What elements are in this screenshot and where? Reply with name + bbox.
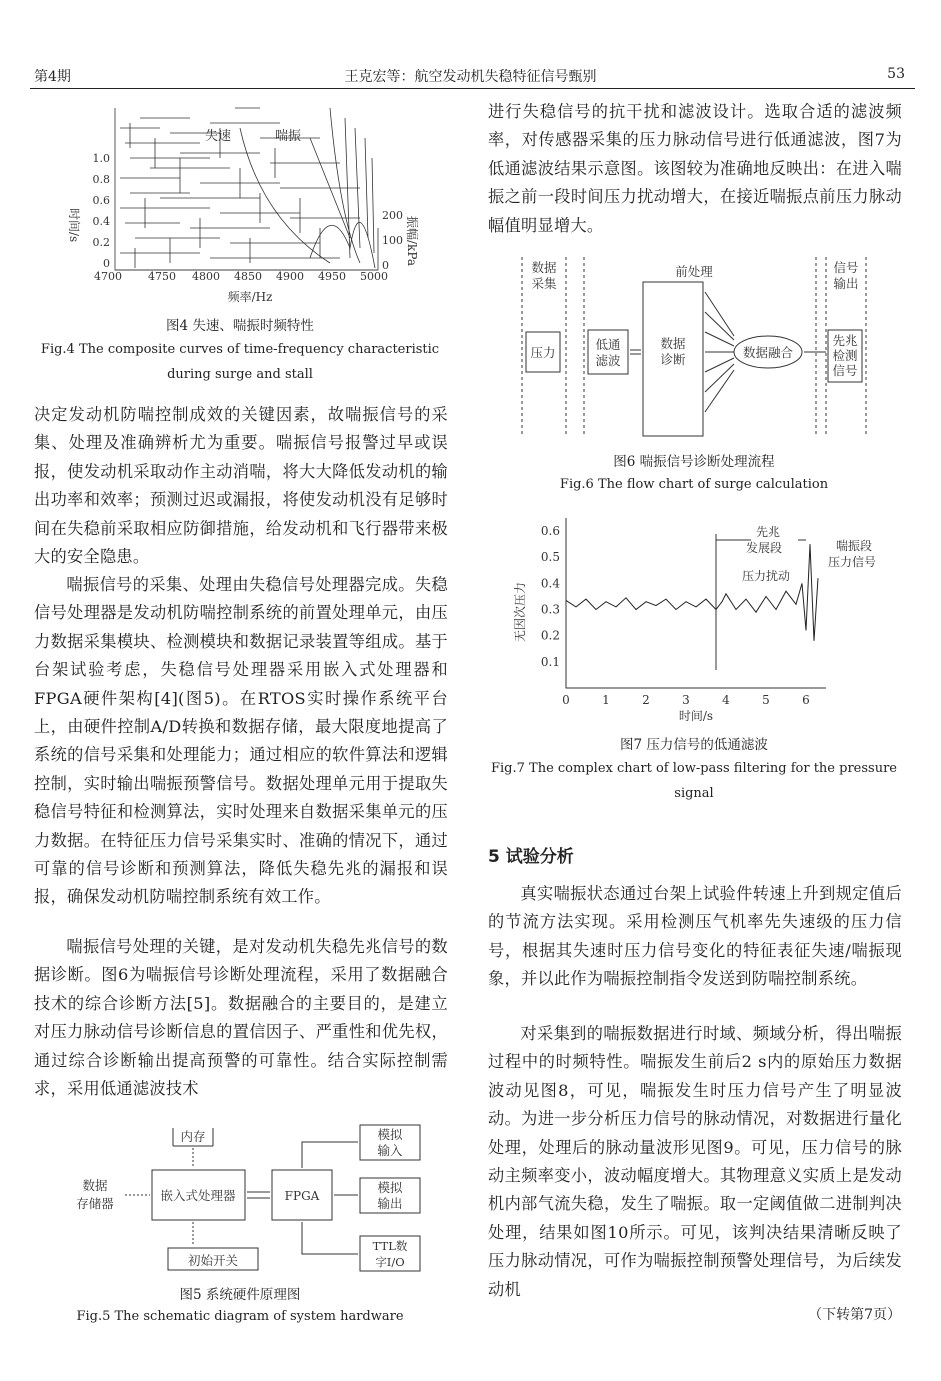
ytick-0.6: 0.6	[92, 194, 110, 207]
figure-6	[516, 252, 876, 442]
mem-label: 内存	[180, 1129, 206, 1144]
ain-label-1: 模拟	[377, 1127, 403, 1142]
fig4-ylabel: 时间/s	[67, 208, 81, 243]
fig7-series-line	[566, 544, 818, 641]
sig-label-1: 先兆	[832, 333, 858, 348]
out-label-2: 输出	[833, 276, 859, 291]
fig7-ytick: 0.4	[540, 576, 560, 591]
figure-4	[60, 98, 440, 308]
fig4-caption-cn: 图4 失速、喘振时频特性	[166, 318, 314, 334]
fig7-xlabel: 时间/s	[678, 709, 714, 723]
fig7-ytick: 0.6	[540, 524, 560, 539]
fig7-caption-en1: Fig.7 The complex chart of low-pass filtering for the pressure	[491, 761, 897, 776]
fig7-ytick: 0.5	[540, 550, 560, 565]
fig6-caption-en: Fig.6 The flow chart of surge calculation	[559, 477, 829, 492]
running-title: 王克宏等：航空发动机失稳特征信号甄别	[344, 69, 597, 85]
ttl-label-2: 字I/O	[375, 1255, 405, 1269]
xtick-4700: 4700	[94, 270, 122, 283]
fpga-label: FPGA	[284, 1189, 320, 1203]
fig7-caption-en2: signal	[674, 786, 714, 801]
label-surge: 喘振	[275, 129, 302, 144]
right-paragraph-1: 真实喘振状态通过台架上试验件转速上升到规定值后的节流方法实现。采用检测压气机率先失速级的压力信号，根据其失速时压力信号变化的特征表征失速/喘振现象，并以此作为喘振控制指令发送到防喘控制系统。	[488, 884, 902, 989]
acq-label-2: 采集	[531, 276, 557, 291]
ann-pre-2: 发展段	[746, 541, 783, 555]
fig7-ytick: 0.2	[540, 628, 560, 643]
fig4-zlabel: 振幅/kPa	[405, 216, 419, 267]
figure-7	[506, 512, 896, 727]
ztick-100: 100	[382, 234, 403, 247]
pre-label: 前处理	[675, 264, 713, 279]
fig7-xtick: 4	[722, 693, 730, 707]
storage-label-2: 存储器	[76, 1196, 114, 1211]
ann-surge-2: 压力信号	[828, 555, 877, 569]
label-stall: 失速	[205, 129, 232, 144]
header-rule	[30, 88, 915, 89]
fig4-xlabel: 频率/Hz	[227, 290, 273, 304]
ztick-200: 200	[382, 209, 403, 222]
ain-label-2: 输入	[377, 1143, 403, 1158]
issue-number: 第4期	[34, 69, 71, 85]
page-number: 53	[887, 66, 905, 82]
acq-label-1: 数据	[531, 260, 557, 275]
out-label-1: 信号	[833, 260, 859, 275]
fig6-caption-cn: 图6 喘振信号诊断处理流程	[613, 454, 775, 470]
ztick-0: 0	[382, 259, 389, 272]
fig5-caption-cn: 图5 系统硬件原理图	[179, 1287, 301, 1303]
ytick-0: 0	[103, 257, 110, 270]
init-label: 初始开关	[187, 1253, 239, 1268]
xtick-4950: 4950	[318, 270, 346, 283]
embedded-label: 嵌入式处理器	[160, 1188, 236, 1203]
right-paragraph-2: 对采集到的喘振数据进行时域、频域分析，得出喘振过程中的时频特性。喘振发生前后2 s内的原始压力数据波动见图8，可见，喘振发生时压力信号产生了明显波动。为进一步分析压力信号的脉动情况，对数据进行量化处理，处理后的脉动量波形见图9。可见，压力信号的脉动主频率变小，波动幅度增大。其物理意义实质上是发动机内部气流失稳，发生了喘振。取一定阈值做二进制判决处理，结果如图10所示。可见，该判决结果清晰反映了压力脉动情况，可作为喘振控制预警处理信号，为后续发动机	[488, 1024, 902, 1299]
ann-surge-1: 喘振段	[836, 539, 873, 553]
ann-dist: 压力扰动	[742, 569, 791, 583]
fig7-caption-cn: 图7 压力信号的低通滤波	[620, 737, 768, 753]
xtick-4850: 4850	[234, 270, 262, 283]
sig-label-3: 信号	[832, 363, 858, 378]
aout-label-2: 输出	[377, 1196, 403, 1211]
fig7-ytick: 0.1	[540, 654, 560, 669]
fig4-caption-en2: during surge and stall	[167, 367, 313, 382]
diag-label-1: 数据	[660, 336, 686, 351]
ytick-0.4: 0.4	[92, 215, 110, 228]
fig7-ytick: 0.3	[540, 602, 560, 617]
fig7-xtick: 3	[682, 693, 690, 707]
right-paragraph-0: 进行失稳信号的抗干扰和滤波设计。选取合适的滤波频率，对传感器采集的压力脉动信号进行低通滤波，图7为低通滤波结果示意图。该图较为准确地反映出：在进入喘振之前一段时间压力扰动增大，在接近喘振点前压力脉动幅值明显增大。	[488, 102, 902, 235]
lpf-label-2: 滤波	[595, 353, 621, 368]
fusion-label: 数据融合	[742, 345, 794, 360]
xtick-4750: 4750	[148, 270, 176, 283]
pressure-label: 压力	[530, 345, 556, 360]
sig-label-2: 检测	[832, 348, 858, 363]
left-paragraph-1: 决定发动机防喘控制成效的关键因素，故喘振信号的采集、处理及准确辨析尤为重要。喘振信号报警过早或误报，使发动机采取动作主动消喘，将大大降低发动机的输出功率和效率；预测过迟或漏报，将使发动机没有足够时间在失稳前采取相应防御措施，给发动机和飞行器带来极大的安全隐患。	[34, 405, 448, 567]
ytick-0.2: 0.2	[92, 236, 110, 249]
storage-label-1: 数据	[82, 1178, 108, 1193]
left-paragraph-2: 喘振信号的采集、处理由失稳信号处理器完成。失稳信号处理器是发动机防喘控制系统的前置处理单元，由压力数据采集模块、检测模块和数据记录装置等组成。基于台架试验考虑，失稳信号处理器采用嵌入式处理器和FPGA硬件架构[4](图5)。在RTOS实时操作系统平台上，由硬件控制A/D转换和数据存储，最大限度地提高了系统的信号采集和处理能力；通过相应的软件算法和逻辑控制，实时输出喘振预警信号。数据处理单元用于提取失稳信号特征和检测算法，实时处理来自数据采集单元的压力数据。在特征压力信号采集实时、准确的情况下，通过可靠的信号诊断和预测算法，降低失稳先兆的漏报和误报，确保发动机防喘控制系统有效工作。	[34, 575, 448, 907]
fig4-caption-en1: Fig.4 The composite curves of time-frequency characteristic	[40, 342, 440, 357]
fig7-xtick: 0	[562, 693, 570, 707]
xtick-4800: 4800	[192, 270, 220, 283]
ytick-1.0: 1.0	[92, 152, 110, 165]
continued-note: （下转第7页）	[808, 1307, 901, 1323]
lpf-label-1: 低通	[595, 337, 621, 352]
ann-pre-1: 先兆	[756, 525, 781, 539]
fig7-xtick: 2	[642, 693, 650, 707]
diag-label-2: 诊断	[660, 352, 686, 367]
aout-label-1: 模拟	[377, 1180, 403, 1195]
fig7-ylabel: 无因次压力	[513, 581, 527, 642]
ttl-label-1: TTL数	[372, 1239, 408, 1253]
fig7-xtick: 5	[762, 693, 770, 707]
fig7-xtick: 6	[802, 693, 810, 707]
left-paragraph-3: 喘振信号处理的关键，是对发动机失稳先兆信号的数据诊断。图6为喘振信号诊断处理流程，采用了数据融合技术的综合诊断方法[5]。数据融合的主要目的，是建立对压力脉动信号诊断信息的置信因子、严重性和优先权，通过综合诊断输出提高预警的可靠性。结合实际控制需求，采用低通滤波技术	[34, 937, 448, 1099]
fig7-xtick: 1	[602, 693, 610, 707]
ytick-0.8: 0.8	[92, 173, 110, 186]
xtick-4900: 4900	[276, 270, 304, 283]
xtick-5000: 5000	[360, 270, 388, 283]
figure-5	[60, 1120, 440, 1280]
section-heading: 5 试验分析	[488, 847, 574, 867]
fig5-caption-en: Fig.5 The schematic diagram of system hardware	[76, 1309, 404, 1324]
